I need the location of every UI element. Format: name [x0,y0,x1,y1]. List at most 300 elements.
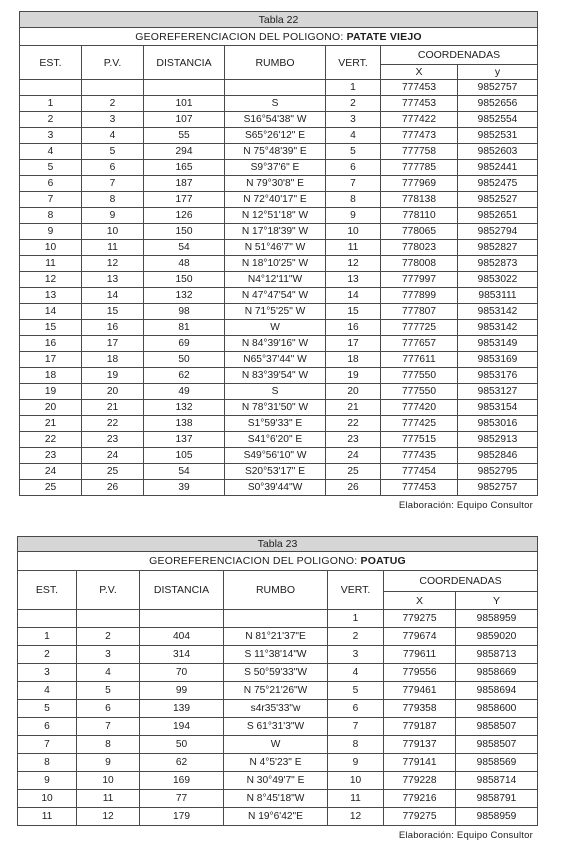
cell-est: 10 [20,240,82,256]
cell-distancia: 132 [144,288,225,304]
cell-x: 777725 [381,320,458,336]
cell-pv: 18 [82,352,144,368]
header-x: X [384,592,456,610]
cell-est: 24 [20,464,82,480]
table-title: Tabla 22 [20,12,538,28]
cell-distancia: 150 [144,224,225,240]
table-row [20,320,538,336]
cell-est: 7 [18,736,77,754]
cell-y: 9853142 [458,304,538,320]
cell-est: 2 [20,112,82,128]
header-distancia: DISTANCIA [140,571,224,610]
cell-distancia: 54 [144,240,225,256]
cell-rumbo: S9°37'6" E [225,160,326,176]
table-title: Tabla 23 [18,537,538,552]
cell-x: 777453 [381,480,458,496]
table-row [20,432,538,448]
cell-pv: 24 [82,448,144,464]
cell-y: 9858959 [456,610,538,628]
cell-vert: 14 [326,288,381,304]
table-row [20,192,538,208]
table-row [20,144,538,160]
cell-pv: 17 [82,336,144,352]
cell-est: 22 [20,432,82,448]
tabla-23 [17,536,538,826]
cell-rumbo: N 30°49'7" E [224,772,328,790]
cell-x: 777785 [381,160,458,176]
cell-rumbo: s4r35'33"w [224,700,328,718]
cell-rumbo: S20°53'17" E [225,464,326,480]
cell-rumbo: N 79°30'8" E [225,176,326,192]
header-x: X [381,65,458,80]
cell-y: 9852757 [458,80,538,96]
cell-distancia: 101 [144,96,225,112]
cell-pv: 19 [82,368,144,384]
cell-est: 25 [20,480,82,496]
cell-y: 9858714 [456,772,538,790]
cell-est: 3 [18,664,77,682]
cell-vert: 9 [328,754,384,772]
table-row [20,304,538,320]
cell-x: 779674 [384,628,456,646]
cell-vert: 2 [328,628,384,646]
cell-y: 9853022 [458,272,538,288]
tabla-22-block [19,11,537,511]
table-subtitle [18,552,538,571]
table-row [20,96,538,112]
cell-pv: 7 [82,176,144,192]
cell-pv: 5 [77,682,140,700]
cell-x: 777453 [381,80,458,96]
cell-pv: 3 [82,112,144,128]
cell-distancia: 98 [144,304,225,320]
cell-y: 9852603 [458,144,538,160]
cell-x: 779275 [384,610,456,628]
cell-est: 15 [20,320,82,336]
cell-y: 9858507 [456,736,538,754]
cell-x: 779216 [384,790,456,808]
credit-note: Elaboración: Equipo Consultor [398,830,533,841]
cell-rumbo: N 18°10'25" W [225,256,326,272]
cell-y: 9852475 [458,176,538,192]
cell-x: 777758 [381,144,458,160]
cell-est: 17 [20,352,82,368]
cell-vert: 23 [326,432,381,448]
cell-y: 9858713 [456,646,538,664]
cell-rumbo: S 50°59'33"W [224,664,328,682]
header-est: EST. [20,46,82,80]
cell-vert: 11 [328,790,384,808]
cell-y: 9853016 [458,416,538,432]
cell-distancia: 404 [140,628,224,646]
cell-distancia: 77 [140,790,224,808]
cell-est: 16 [20,336,82,352]
cell-vert: 10 [326,224,381,240]
cell-x: 779141 [384,754,456,772]
header-vert: VERT. [326,46,381,80]
cell-vert: 2 [326,96,381,112]
cell-distancia [140,610,224,628]
cell-rumbo [224,610,328,628]
cell-vert: 19 [326,368,381,384]
cell-pv: 26 [82,480,144,496]
cell-pv [77,610,140,628]
cell-y: 9853127 [458,384,538,400]
tabla-23-block [17,536,537,841]
cell-vert: 6 [328,700,384,718]
table-row [20,224,538,240]
cell-rumbo: N65°37'44" W [225,352,326,368]
cell-distancia: 139 [140,700,224,718]
cell-distancia: 179 [140,808,224,826]
cell-rumbo: N 81°21'37"E [224,628,328,646]
cell-distancia: 62 [140,754,224,772]
header-vert: VERT. [328,571,384,610]
cell-y: 9852441 [458,160,538,176]
header-pv: P.V. [82,46,144,80]
cell-y: 9858569 [456,754,538,772]
cell-pv: 6 [77,700,140,718]
cell-distancia: 49 [144,384,225,400]
cell-rumbo: N 17°18'39" W [225,224,326,240]
cell-pv: 8 [77,736,140,754]
cell-vert: 1 [326,80,381,96]
cell-est: 20 [20,400,82,416]
cell-y: 9852827 [458,240,538,256]
cell-vert: 4 [328,664,384,682]
table-row [20,112,538,128]
cell-vert: 18 [326,352,381,368]
cell-distancia: 81 [144,320,225,336]
cell-y: 9852873 [458,256,538,272]
table-row [20,80,538,96]
cell-x: 777807 [381,304,458,320]
cell-pv: 4 [77,664,140,682]
cell-est: 8 [18,754,77,772]
cell-y: 9852846 [458,448,538,464]
cell-est: 1 [18,628,77,646]
cell-pv: 14 [82,288,144,304]
table-row [18,610,538,628]
table-row [20,240,538,256]
cell-pv: 5 [82,144,144,160]
header-coordenadas: COORDENADAS [384,571,538,592]
cell-rumbo: N 83°39'54" W [225,368,326,384]
cell-est: 2 [18,646,77,664]
table-row [18,754,538,772]
header-y: y [458,65,538,80]
cell-rumbo: W [225,320,326,336]
cell-est: 9 [20,224,82,240]
cell-rumbo: S41°6'20" E [225,432,326,448]
cell-distancia: 138 [144,416,225,432]
cell-est: 19 [20,384,82,400]
header-rumbo: RUMBO [225,46,326,80]
cell-x: 779275 [384,808,456,826]
cell-pv [82,80,144,96]
cell-distancia: 165 [144,160,225,176]
cell-vert: 11 [326,240,381,256]
cell-pv: 12 [77,808,140,826]
polygon-name: PATATE VIEJO [346,30,422,43]
cell-vert: 12 [326,256,381,272]
cell-pv: 2 [82,96,144,112]
cell-x: 778065 [381,224,458,240]
cell-est: 1 [20,96,82,112]
cell-est: 11 [18,808,77,826]
cell-est [18,610,77,628]
cell-pv: 6 [82,160,144,176]
cell-pv: 3 [77,646,140,664]
header-y: Y [456,592,538,610]
cell-x: 779611 [384,646,456,664]
cell-vert: 8 [328,736,384,754]
cell-distancia: 105 [144,448,225,464]
cell-vert: 25 [326,464,381,480]
cell-distancia: 150 [144,272,225,288]
polygon-name: POATUG [360,555,406,567]
table-row [18,736,538,754]
cell-rumbo: N 78°31'50" W [225,400,326,416]
cell-distancia: 107 [144,112,225,128]
cell-distancia [144,80,225,96]
cell-vert: 16 [326,320,381,336]
cell-rumbo: S16°54'38" W [225,112,326,128]
table-row [20,464,538,480]
cell-y: 9852656 [458,96,538,112]
cell-y: 9852531 [458,128,538,144]
cell-x: 777422 [381,112,458,128]
cell-distancia: 132 [144,400,225,416]
header-coordenadas: COORDENADAS [381,46,538,65]
cell-distancia: 69 [144,336,225,352]
table-row [20,160,538,176]
cell-x: 777435 [381,448,458,464]
header-distancia: DISTANCIA [144,46,225,80]
table-row [20,336,538,352]
table-row [20,400,538,416]
cell-y: 9858791 [456,790,538,808]
table-row [20,288,538,304]
table-row [20,480,538,496]
cell-x: 778138 [381,192,458,208]
cell-est [20,80,82,96]
cell-distancia: 126 [144,208,225,224]
cell-x: 777515 [381,432,458,448]
cell-pv: 10 [77,772,140,790]
table-row [20,128,538,144]
cell-rumbo: N 4°5'23" E [224,754,328,772]
cell-y: 9853176 [458,368,538,384]
cell-rumbo: N 71°5'25" W [225,304,326,320]
cell-distancia: 194 [140,718,224,736]
cell-rumbo: N 19°6'42"E [224,808,328,826]
cell-distancia: 62 [144,368,225,384]
cell-est: 14 [20,304,82,320]
cell-vert: 8 [326,192,381,208]
cell-x: 779187 [384,718,456,736]
cell-y: 9852757 [458,480,538,496]
cell-est: 23 [20,448,82,464]
cell-rumbo: N 12°51'18" W [225,208,326,224]
cell-pv: 13 [82,272,144,288]
table-row [20,256,538,272]
table-row [20,448,538,464]
table-row [18,772,538,790]
cell-vert: 3 [326,112,381,128]
cell-pv: 23 [82,432,144,448]
cell-rumbo: N 75°48'39" E [225,144,326,160]
cell-vert: 15 [326,304,381,320]
cell-rumbo: S49°56'10" W [225,448,326,464]
cell-x: 779556 [384,664,456,682]
subtitle-prefix: GEOREFERENCIACION DEL POLIGONO: [149,555,358,567]
cell-x: 777611 [381,352,458,368]
cell-pv: 21 [82,400,144,416]
cell-vert: 5 [328,682,384,700]
cell-est: 5 [20,160,82,176]
cell-vert: 7 [326,176,381,192]
cell-x: 777969 [381,176,458,192]
cell-est: 5 [18,700,77,718]
cell-y: 9852651 [458,208,538,224]
cell-distancia: 70 [140,664,224,682]
cell-pv: 11 [82,240,144,256]
cell-pv: 12 [82,256,144,272]
cell-est: 10 [18,790,77,808]
table-row [20,272,538,288]
cell-rumbo: S 11°38'14"W [224,646,328,664]
cell-pv: 20 [82,384,144,400]
cell-x: 779137 [384,736,456,754]
cell-distancia: 294 [144,144,225,160]
cell-y: 9853169 [458,352,538,368]
table-row [20,176,538,192]
cell-rumbo: N 47°47'54" W [225,288,326,304]
cell-rumbo: N 8°45'18"W [224,790,328,808]
table-row [18,808,538,826]
cell-est: 7 [20,192,82,208]
credit-note: Elaboración: Equipo Consultor [398,500,533,511]
cell-est: 6 [20,176,82,192]
cell-est: 9 [18,772,77,790]
cell-y: 9853111 [458,288,538,304]
cell-pv: 9 [82,208,144,224]
table-row [20,368,538,384]
cell-est: 3 [20,128,82,144]
tabla-22 [19,11,538,496]
cell-pv: 4 [82,128,144,144]
cell-x: 777657 [381,336,458,352]
cell-y: 9852527 [458,192,538,208]
cell-pv: 7 [77,718,140,736]
cell-vert: 13 [326,272,381,288]
cell-y: 9859020 [456,628,538,646]
cell-y: 9858507 [456,718,538,736]
cell-pv: 16 [82,320,144,336]
cell-pv: 15 [82,304,144,320]
cell-y: 9852794 [458,224,538,240]
cell-distancia: 48 [144,256,225,272]
table-row [20,352,538,368]
cell-vert: 9 [326,208,381,224]
cell-x: 777453 [381,96,458,112]
cell-vert: 17 [326,336,381,352]
cell-est: 21 [20,416,82,432]
cell-vert: 1 [328,610,384,628]
cell-distancia: 54 [144,464,225,480]
table-row [18,682,538,700]
table-row [20,384,538,400]
cell-pv: 11 [77,790,140,808]
cell-x: 777454 [381,464,458,480]
cell-x: 778023 [381,240,458,256]
cell-rumbo: N4°12'11"W [225,272,326,288]
cell-pv: 8 [82,192,144,208]
cell-distancia: 50 [140,736,224,754]
table-row [20,416,538,432]
cell-vert: 3 [328,646,384,664]
cell-x: 777997 [381,272,458,288]
cell-vert: 21 [326,400,381,416]
cell-distancia: 50 [144,352,225,368]
cell-y: 9852554 [458,112,538,128]
cell-distancia: 99 [140,682,224,700]
table-row [18,646,538,664]
cell-rumbo: N 51°46'7" W [225,240,326,256]
cell-x: 778008 [381,256,458,272]
table-subtitle [20,28,538,46]
cell-rumbo: N 75°21'26"W [224,682,328,700]
table-row [18,718,538,736]
cell-est: 8 [20,208,82,224]
subtitle-prefix: GEOREFERENCIACION DEL POLIGONO: [135,30,344,43]
cell-x: 778110 [381,208,458,224]
cell-x: 779461 [384,682,456,700]
table-row [18,700,538,718]
cell-pv: 25 [82,464,144,480]
cell-x: 779228 [384,772,456,790]
table-row [18,628,538,646]
cell-y: 9858959 [456,808,538,826]
cell-distancia: 137 [144,432,225,448]
header-rumbo: RUMBO [224,571,328,610]
cell-pv: 22 [82,416,144,432]
cell-pv: 2 [77,628,140,646]
cell-x: 779358 [384,700,456,718]
cell-x: 777899 [381,288,458,304]
cell-distancia: 169 [140,772,224,790]
cell-vert: 24 [326,448,381,464]
cell-vert: 26 [326,480,381,496]
cell-distancia: 55 [144,128,225,144]
header-pv: P.V. [77,571,140,610]
cell-x: 777550 [381,384,458,400]
table-row [18,790,538,808]
cell-y: 9853149 [458,336,538,352]
cell-rumbo: W [224,736,328,754]
cell-vert: 10 [328,772,384,790]
cell-y: 9858694 [456,682,538,700]
cell-vert: 12 [328,808,384,826]
cell-est: 18 [20,368,82,384]
cell-x: 777420 [381,400,458,416]
cell-y: 9853154 [458,400,538,416]
cell-distancia: 177 [144,192,225,208]
cell-distancia: 187 [144,176,225,192]
cell-y: 9852795 [458,464,538,480]
cell-pv: 9 [77,754,140,772]
